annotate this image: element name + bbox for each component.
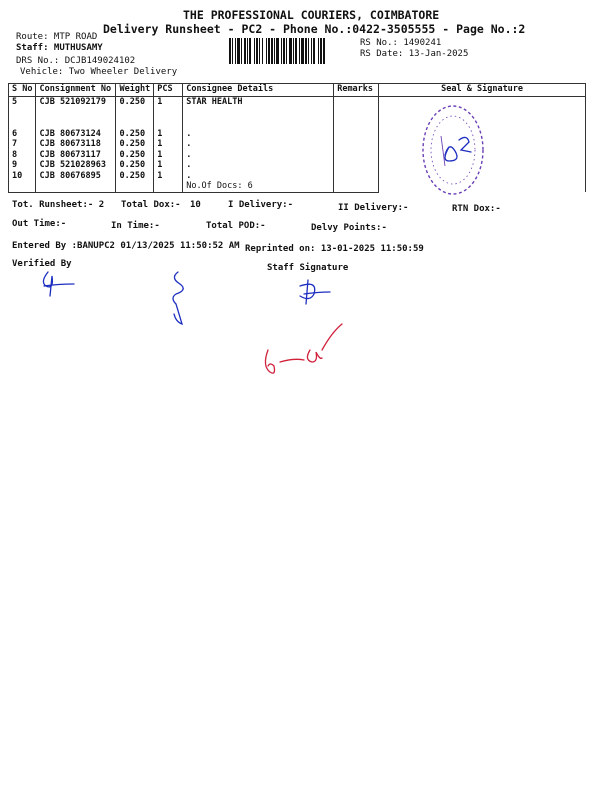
seal-stamp bbox=[415, 100, 495, 200]
barcode-bar bbox=[283, 38, 285, 64]
column-header: Remarks bbox=[334, 84, 379, 97]
out-time: Out Time:- bbox=[12, 219, 67, 229]
barcode-bar bbox=[249, 38, 251, 64]
total-dox-value: 10 bbox=[190, 200, 201, 210]
barcode-bar bbox=[311, 38, 312, 64]
no-of-docs: No.Of Docs: 6 bbox=[183, 181, 334, 192]
pcs-cell: 1 bbox=[154, 150, 183, 161]
column-header: Consignment No bbox=[36, 84, 116, 97]
barcode-bar bbox=[237, 38, 240, 64]
weight-cell: 0.250 bbox=[116, 97, 154, 108]
reprinted-on: Reprinted on: 13-01-2025 11:50:59 bbox=[245, 244, 424, 254]
in-time: In Time:- bbox=[111, 221, 160, 231]
sno-cell: 6 bbox=[9, 129, 36, 140]
consignee-cell: . bbox=[183, 171, 334, 182]
staff-signature-label: Staff Signature bbox=[267, 263, 349, 273]
consignee-cell: STAR HEALTH bbox=[183, 97, 334, 108]
remarks-cell bbox=[334, 129, 379, 140]
i-delivery: I Delivery:- bbox=[228, 200, 294, 210]
consignment-cell: CJB 521028963 bbox=[36, 160, 116, 171]
column-header: Weight bbox=[116, 84, 154, 97]
pcs-cell: 1 bbox=[154, 129, 183, 140]
pcs-cell: 1 bbox=[154, 139, 183, 150]
barcode-bar bbox=[293, 38, 294, 64]
barcode-bar bbox=[235, 38, 236, 64]
staff-label: Staff: MUTHUSAMY bbox=[16, 43, 103, 53]
consignment-cell: CJB 80673118 bbox=[36, 139, 116, 150]
company-name: THE PROFESSIONAL COURIERS, COIMBATORE bbox=[183, 8, 440, 22]
barcode-bar bbox=[308, 38, 309, 64]
sno-cell: 8 bbox=[9, 150, 36, 161]
red-handwritten-note bbox=[260, 320, 346, 376]
consignee-cell: . bbox=[183, 139, 334, 150]
barcode-bar bbox=[295, 38, 297, 64]
barcode-bar bbox=[241, 38, 242, 64]
remarks-cell bbox=[334, 150, 379, 161]
sno-cell: 7 bbox=[9, 139, 36, 150]
drs-number: DRS No.: DCJB149024102 bbox=[16, 56, 136, 66]
weight-cell: 0.250 bbox=[116, 150, 154, 161]
consignee-cell: . bbox=[183, 129, 334, 140]
barcode-bar bbox=[254, 38, 255, 64]
barcode-bar bbox=[320, 38, 322, 64]
runsheet-table bbox=[8, 83, 586, 193]
total-pod: Total POD:- bbox=[206, 221, 266, 231]
vehicle-label: Vehicle: Two Wheeler Delivery bbox=[20, 67, 178, 77]
remarks-cell bbox=[334, 160, 379, 171]
initial-mark bbox=[166, 268, 196, 328]
rs-number: RS No.: 1490241 bbox=[360, 38, 442, 48]
table-header-row bbox=[9, 84, 586, 97]
barcode-bar bbox=[259, 38, 260, 64]
route-label: Route: MTP ROAD bbox=[16, 32, 98, 42]
remarks-cell bbox=[334, 171, 379, 182]
barcode-bar bbox=[305, 38, 307, 64]
barcode-bar bbox=[262, 38, 263, 64]
consignment-cell: CJB 521092179 bbox=[36, 97, 116, 108]
sno-cell: 9 bbox=[9, 160, 36, 171]
runsheet-title: Delivery Runsheet - PC2 - Phone No.:0422-3505555 - Page No.:2 bbox=[103, 22, 526, 36]
column-header: S No bbox=[9, 84, 36, 97]
weight-cell: 0.250 bbox=[116, 139, 154, 150]
weight-cell: 0.250 bbox=[116, 129, 154, 140]
barcode-bar bbox=[256, 38, 258, 64]
barcode-bar bbox=[276, 38, 279, 64]
pcs-cell: 1 bbox=[154, 160, 183, 171]
rtn-dox: RTN Dox:- bbox=[452, 204, 501, 214]
barcode-bar bbox=[247, 38, 248, 64]
barcode-bar bbox=[318, 38, 319, 64]
barcode-bar bbox=[271, 38, 273, 64]
barcode-bar bbox=[268, 38, 270, 64]
barcode-bar bbox=[266, 38, 267, 64]
barcode-bar bbox=[301, 38, 304, 64]
column-header: Seal & Signature bbox=[379, 84, 586, 97]
verifier-signature bbox=[30, 268, 80, 300]
consignee-cell: . bbox=[183, 160, 334, 171]
remarks-cell bbox=[334, 97, 379, 108]
barcode-image bbox=[229, 38, 351, 64]
column-header: PCS bbox=[154, 84, 183, 97]
sno-cell: 10 bbox=[9, 171, 36, 182]
sno-cell: 5 bbox=[9, 97, 36, 108]
pcs-cell: 1 bbox=[154, 97, 183, 108]
barcode-bar bbox=[289, 38, 292, 64]
pcs-cell: 1 bbox=[154, 171, 183, 182]
ii-delivery: II Delivery:- bbox=[338, 203, 409, 213]
column-header: Consignee Details bbox=[183, 84, 334, 97]
barcode-bar bbox=[229, 38, 231, 64]
staff-signature-mark bbox=[290, 276, 340, 308]
consignment-cell: CJB 80676895 bbox=[36, 171, 116, 182]
tot-runsheet: Tot. Runsheet:- 2 bbox=[12, 200, 105, 210]
remarks-cell bbox=[334, 139, 379, 150]
table-row bbox=[9, 97, 586, 108]
consignment-cell: CJB 80673117 bbox=[36, 150, 116, 161]
barcode-bar bbox=[274, 38, 275, 64]
barcode-bar bbox=[232, 38, 233, 64]
weight-cell: 0.250 bbox=[116, 160, 154, 171]
barcode-bar bbox=[299, 38, 300, 64]
barcode-bar bbox=[286, 38, 287, 64]
weight-cell: 0.250 bbox=[116, 171, 154, 182]
barcode-bar bbox=[244, 38, 246, 64]
entered-by: Entered By :BANUPC2 01/13/2025 11:50:52 AM bbox=[12, 241, 240, 251]
delvy-points: Delvy Points:- bbox=[311, 223, 387, 233]
consignee-cell: . bbox=[183, 150, 334, 161]
barcode-bar bbox=[313, 38, 315, 64]
rs-date: RS Date: 13-Jan-2025 bbox=[360, 49, 469, 59]
barcode-bar bbox=[323, 38, 325, 64]
total-dox-label: Total Dox:- bbox=[121, 200, 181, 210]
verified-by-label: Verified By bbox=[12, 259, 72, 269]
consignment-cell: CJB 80673124 bbox=[36, 129, 116, 140]
barcode-bar bbox=[281, 38, 282, 64]
